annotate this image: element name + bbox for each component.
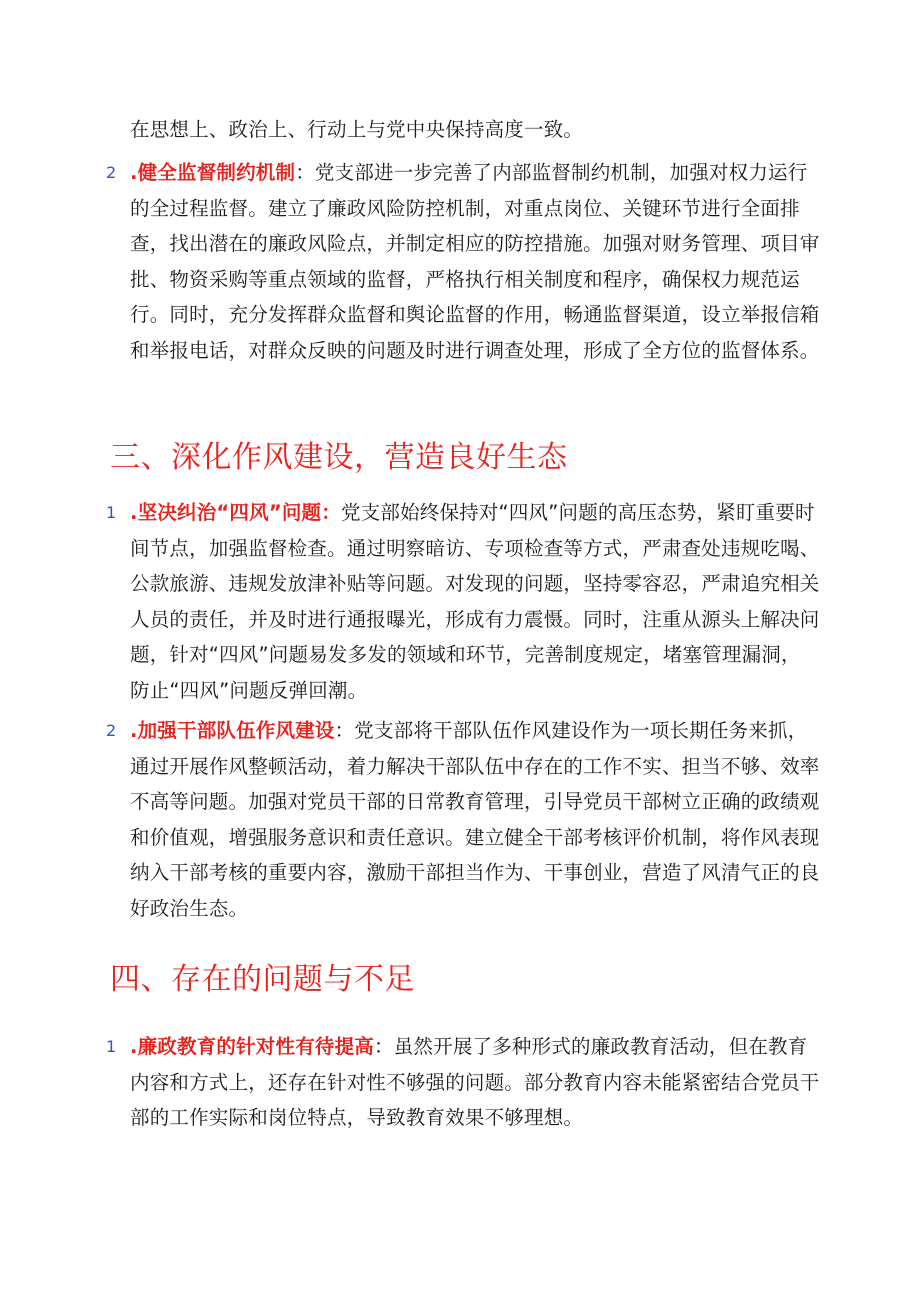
item-number: 1	[106, 503, 117, 522]
item-number: 2	[106, 721, 117, 740]
item-text: ：党支部进一步完善了内部监督制约机制，加强对权力运行的全过程监督。建立了廉政风险防控机制，对重点岗位、关键环节进行全面排查，找出潜在的廉政风险点，并制定相应的防控措施。加强对财务管理、项目审批、物资采购等重点领域的监督，严格执行相关制度和程序，确保权力规范运行。同时，充分发挥群众监督和舆论监督的作用，畅通监督渠道，设立举报信箱和举报电话，对群众反映的问题及时进行调查处理，形成了全方位的监督体系。	[130, 161, 820, 362]
section-heading-4: 四、存在的问题与不足	[110, 962, 415, 997]
list-item-education	[106, 1029, 820, 1136]
item-text: 党支部始终保持对“四风”问题的高压态势，紧盯重要时间节点，加强监督检查。通过明察暗访、专项检查等方式，严肃查处违规吃喝、公款旅游、违规发放津补贴等问题。对发现的问题，坚持零容忍，严肃追究相关人员的责任，并及时进行通报曝光，形成有力震慑。同时，注重从源头上解决问题，针对“四风”问题易发多发的领域和环节，完善制度规定，堵塞管理漏洞，防止“四风”问题反弹回潮。	[130, 501, 820, 702]
item-title: .廉政教育的针对性有待提高	[130, 1035, 375, 1058]
item-text: ：虽然开展了多种形式的廉政教育活动，但在教育内容和方式上，还存在针对性不够强的问题。部分教育内容未能紧密结合党员干部的工作实际和岗位特点，导致教育效果不够理想。	[130, 1035, 820, 1129]
item-title: .健全监督制约机制	[130, 161, 296, 184]
list-item-supervision	[106, 155, 820, 368]
item-number: 2	[106, 163, 117, 182]
item-title: .坚决纠治“四风”问题：	[130, 501, 341, 524]
item-number: 1	[106, 1037, 117, 1056]
list-item-cadre-style	[106, 713, 820, 926]
section-heading-3: 三、深化作风建设，营造良好生态	[110, 440, 568, 475]
intro-line: 在思想上、政治上、行动上与党中央保持高度一致。	[130, 118, 584, 141]
list-item-four-winds	[106, 495, 820, 708]
item-title: .加强干部队伍作风建设	[130, 719, 335, 742]
item-text: ：党支部将干部队伍作风建设作为一项长期任务来抓，通过开展作风整顿活动，着力解决干部队伍中存在的工作不实、担当不够、效率不高等问题。加强对党员干部的日常教育管理，引导党员干部树立正确的政绩观和价值观，增强服务意识和责任意识。建立健全干部考核评价机制，将作风表现纳入干部考核的重要内容，激励干部担当作为、干事创业，营造了风清气正的良好政治生态。	[130, 719, 820, 920]
